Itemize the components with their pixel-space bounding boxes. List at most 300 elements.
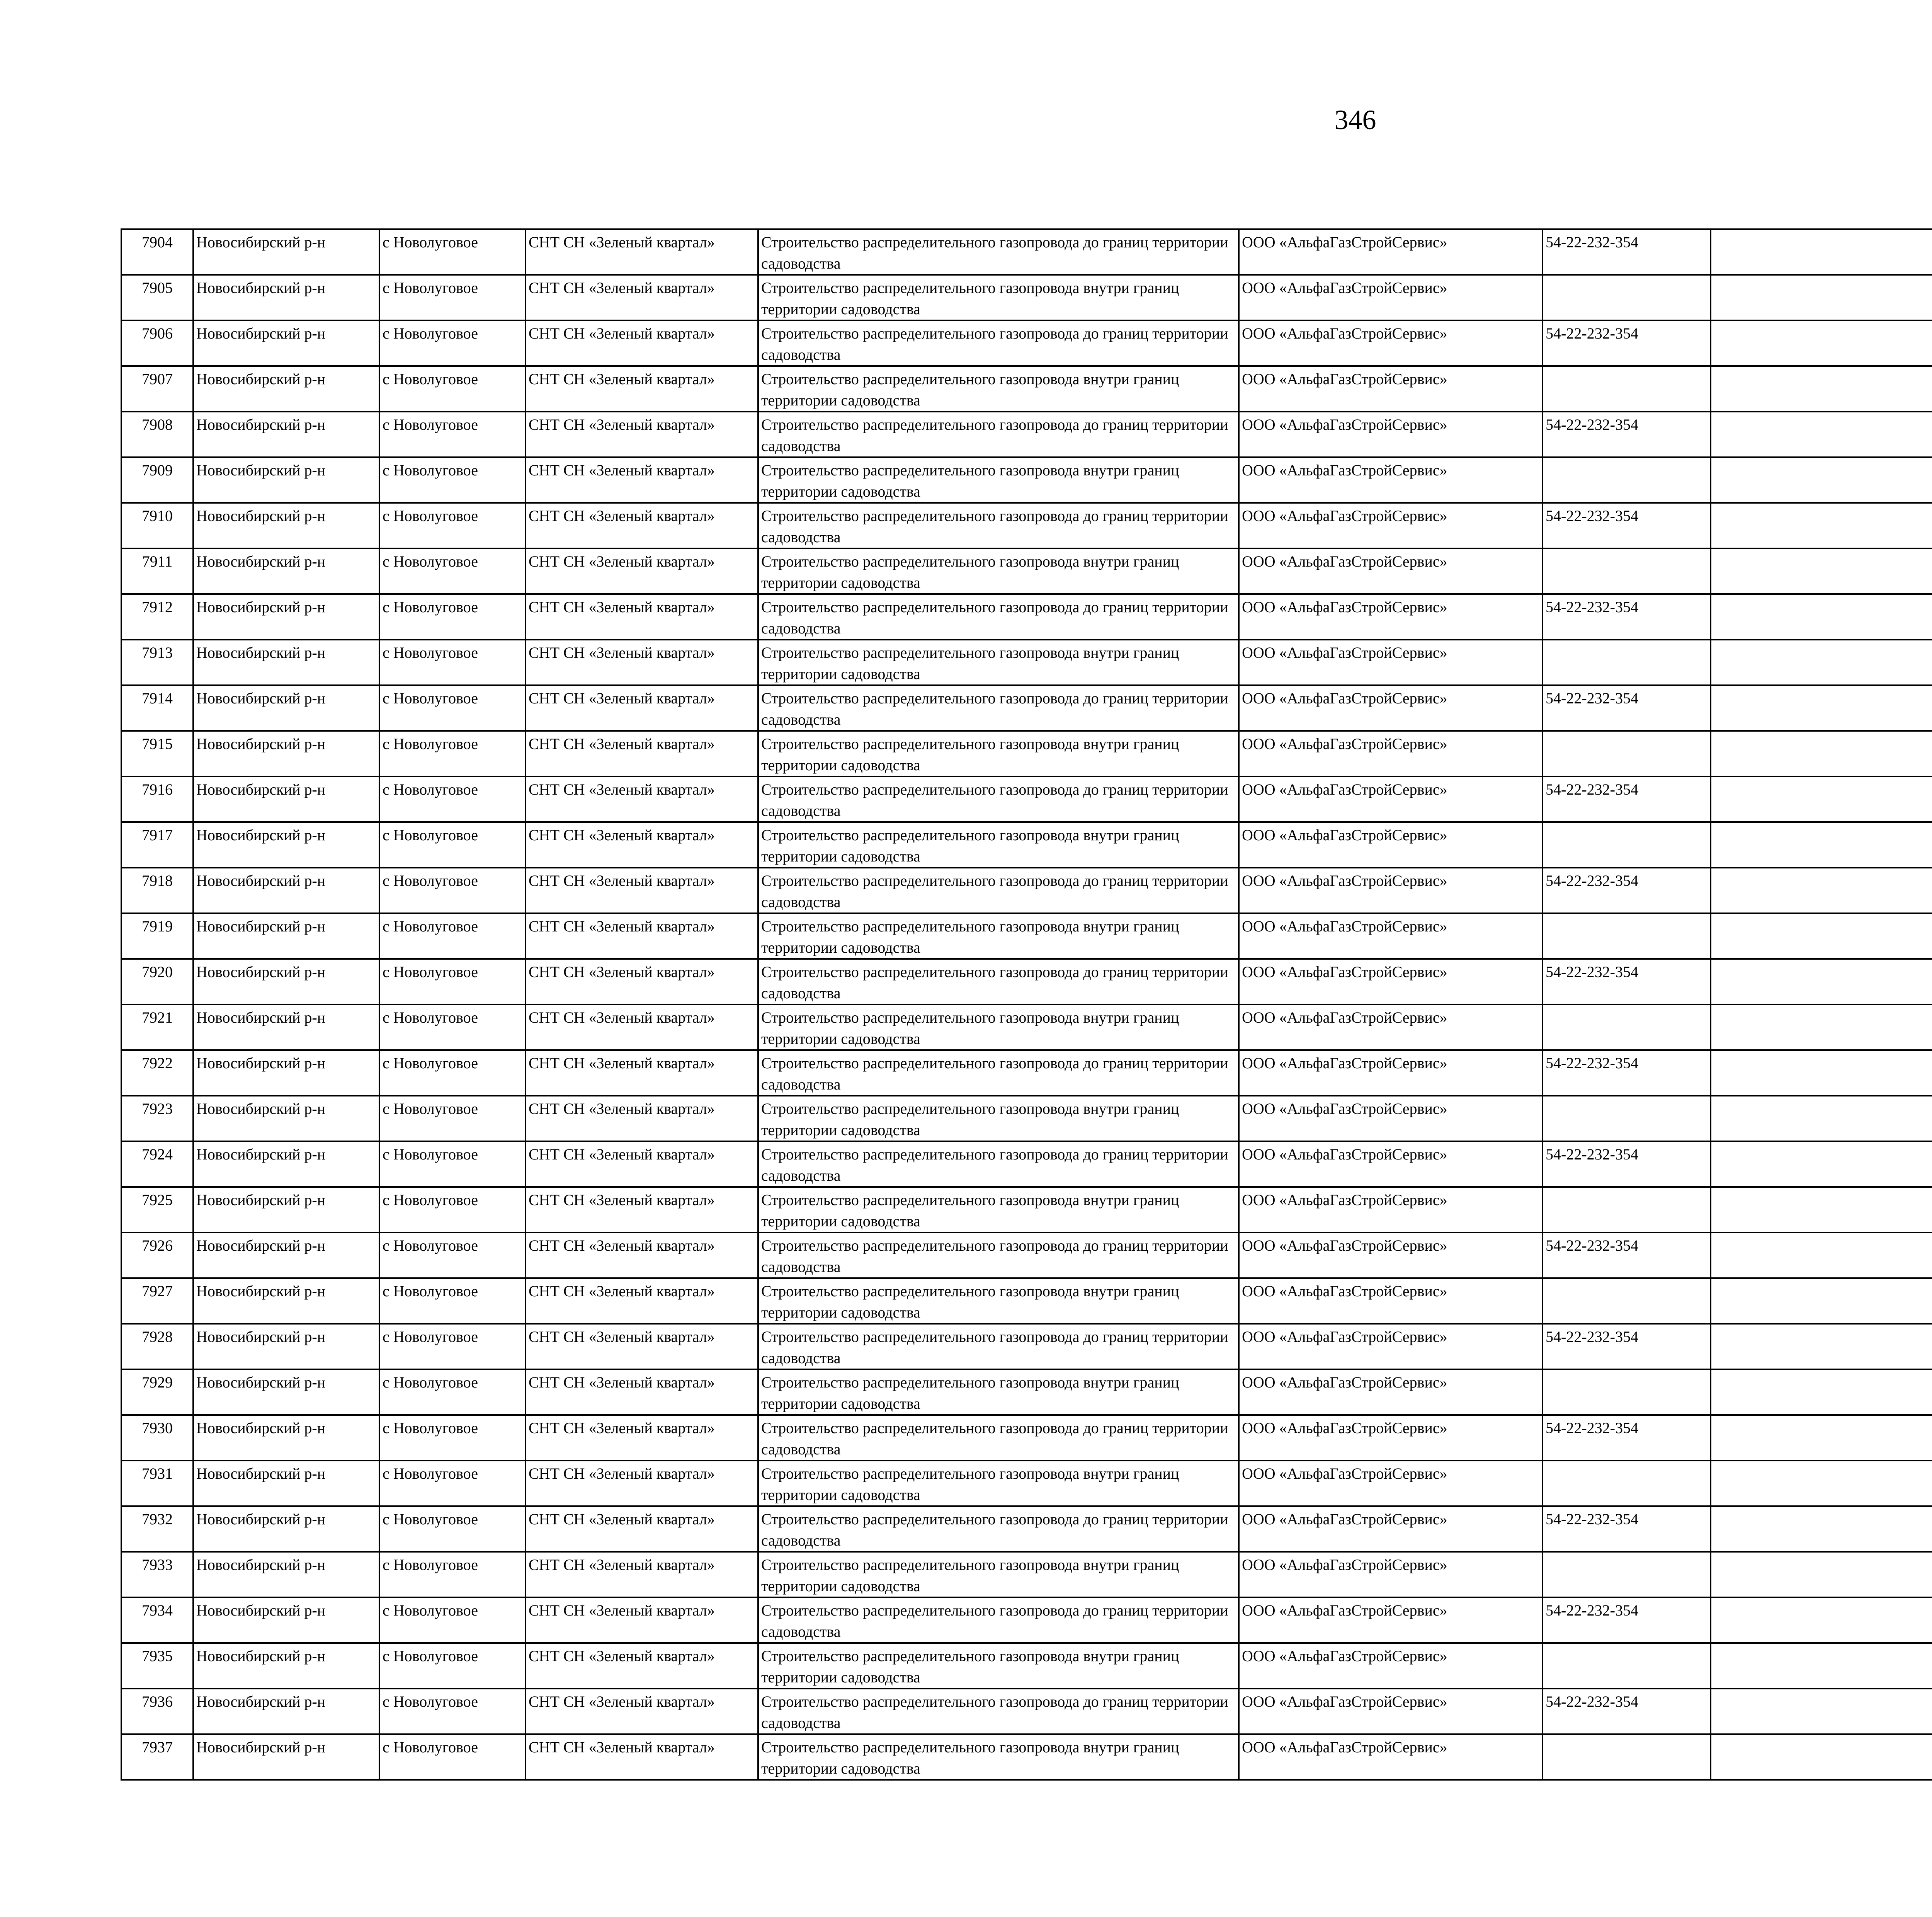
cell-num: 7930 [121,1415,193,1461]
cell-work: Строительство распределительного газопровода внутри границ территории садоводства [758,1187,1239,1233]
cell-work: Строительство распределительного газопровода до границ территории садоводства [758,1415,1239,1461]
cell-snt: СНТ СН «Зеленый квартал» [526,1552,758,1597]
cell-num: 7928 [121,1324,193,1369]
cell-work: Строительство распределительного газопровода внутри границ территории садоводства [758,1369,1239,1415]
cell-settlement: с Новолуговое [379,1552,526,1597]
cell-blank1 [1711,959,1932,1004]
table-row [121,1643,1932,1689]
cell-contractor: ООО «АльфаГазСтройСервис» [1239,731,1543,776]
cell-code [1543,457,1711,503]
cell-district: Новосибирский р-н [193,822,379,868]
cell-district: Новосибирский р-н [193,594,379,640]
table-row [121,1734,1932,1780]
cell-district: Новосибирский р-н [193,1689,379,1734]
cell-contractor: ООО «АльфаГазСтройСервис» [1239,1415,1543,1461]
cell-snt: СНТ СН «Зеленый квартал» [526,1141,758,1187]
cell-code [1543,1187,1711,1233]
cell-code [1543,1096,1711,1141]
table-row [121,594,1932,640]
cell-snt: СНТ СН «Зеленый квартал» [526,548,758,594]
cell-district: Новосибирский р-н [193,320,379,366]
cell-code [1543,731,1711,776]
cell-work: Строительство распределительного газопровода внутри границ территории садоводства [758,913,1239,959]
cell-district: Новосибирский р-н [193,1096,379,1141]
cell-work: Строительство распределительного газопровода внутри границ территории садоводства [758,1734,1239,1780]
cell-code: 54-22-232-354 [1543,868,1711,913]
cell-blank1 [1711,1141,1932,1187]
cell-snt: СНТ СН «Зеленый квартал» [526,868,758,913]
cell-num: 7925 [121,1187,193,1233]
cell-code [1543,1552,1711,1597]
cell-district: Новосибирский р-н [193,776,379,822]
cell-work: Строительство распределительного газопровода до границ территории садоводства [758,503,1239,548]
table-row [121,868,1932,913]
cell-district: Новосибирский р-н [193,548,379,594]
cell-district: Новосибирский р-н [193,275,379,320]
cell-settlement: с Новолуговое [379,1506,526,1552]
cell-district: Новосибирский р-н [193,1324,379,1369]
cell-code: 54-22-232-354 [1543,1050,1711,1096]
cell-contractor: ООО «АльфаГазСтройСервис» [1239,959,1543,1004]
cell-num: 7917 [121,822,193,868]
cell-code: 54-22-232-354 [1543,503,1711,548]
cell-snt: СНТ СН «Зеленый квартал» [526,229,758,275]
cell-code [1543,1369,1711,1415]
cell-settlement: с Новолуговое [379,1187,526,1233]
cell-contractor: ООО «АльфаГазСтройСервис» [1239,1233,1543,1278]
cell-work: Строительство распределительного газопровода до границ территории садоводства [758,1689,1239,1734]
cell-district: Новосибирский р-н [193,503,379,548]
cell-contractor: ООО «АльфаГазСтройСервис» [1239,1597,1543,1643]
cell-settlement: с Новолуговое [379,822,526,868]
table-row [121,503,1932,548]
cell-blank1 [1711,640,1932,685]
cell-snt: СНТ СН «Зеленый квартал» [526,959,758,1004]
cell-code [1543,1643,1711,1689]
cell-blank1 [1711,1461,1932,1506]
cell-snt: СНТ СН «Зеленый квартал» [526,1004,758,1050]
cell-snt: СНТ СН «Зеленый квартал» [526,1233,758,1278]
table-row [121,776,1932,822]
cell-num: 7932 [121,1506,193,1552]
cell-contractor: ООО «АльфаГазСтройСервис» [1239,640,1543,685]
cell-snt: СНТ СН «Зеленый квартал» [526,1506,758,1552]
cell-settlement: с Новолуговое [379,412,526,457]
cell-snt: СНТ СН «Зеленый квартал» [526,1734,758,1780]
cell-contractor: ООО «АльфаГазСтройСервис» [1239,320,1543,366]
cell-num: 7934 [121,1597,193,1643]
cell-district: Новосибирский р-н [193,366,379,412]
cell-blank1 [1711,594,1932,640]
table-row [121,1233,1932,1278]
cell-settlement: с Новолуговое [379,776,526,822]
cell-blank1 [1711,1506,1932,1552]
cell-settlement: с Новолуговое [379,1689,526,1734]
cell-blank1 [1711,685,1932,731]
cell-num: 7935 [121,1643,193,1689]
cell-snt: СНТ СН «Зеленый квартал» [526,1050,758,1096]
cell-snt: СНТ СН «Зеленый квартал» [526,1324,758,1369]
cell-contractor: ООО «АльфаГазСтройСервис» [1239,1278,1543,1324]
cell-blank1 [1711,503,1932,548]
cell-num: 7907 [121,366,193,412]
cell-num: 7914 [121,685,193,731]
table-row [121,685,1932,731]
cell-settlement: с Новолуговое [379,366,526,412]
cell-district: Новосибирский р-н [193,731,379,776]
cell-settlement: с Новолуговое [379,1096,526,1141]
cell-code [1543,913,1711,959]
cell-contractor: ООО «АльфаГазСтройСервис» [1239,1369,1543,1415]
cell-num: 7922 [121,1050,193,1096]
cell-blank1 [1711,1050,1932,1096]
cell-contractor: ООО «АльфаГазСтройСервис» [1239,1734,1543,1780]
cell-snt: СНТ СН «Зеленый квартал» [526,1096,758,1141]
cell-settlement: с Новолуговое [379,685,526,731]
cell-snt: СНТ СН «Зеленый квартал» [526,457,758,503]
cell-blank1 [1711,1689,1932,1734]
cell-snt: СНТ СН «Зеленый квартал» [526,366,758,412]
cell-contractor: ООО «АльфаГазСтройСервис» [1239,275,1543,320]
table-row [121,1369,1932,1415]
cell-num: 7924 [121,1141,193,1187]
cell-blank1 [1711,822,1932,868]
cell-contractor: ООО «АльфаГазСтройСервис» [1239,1552,1543,1597]
cell-contractor: ООО «АльфаГазСтройСервис» [1239,1461,1543,1506]
cell-blank1 [1711,229,1932,275]
cell-district: Новосибирский р-н [193,1643,379,1689]
cell-snt: СНТ СН «Зеленый квартал» [526,822,758,868]
table-row [121,1415,1932,1461]
cell-settlement: с Новолуговое [379,275,526,320]
cell-district: Новосибирский р-н [193,1278,379,1324]
cell-district: Новосибирский р-н [193,685,379,731]
cell-blank1 [1711,320,1932,366]
cell-blank1 [1711,868,1932,913]
register-body [121,229,1932,1780]
cell-code: 54-22-232-354 [1543,1141,1711,1187]
cell-snt: СНТ СН «Зеленый квартал» [526,275,758,320]
cell-district: Новосибирский р-н [193,1233,379,1278]
cell-code [1543,1734,1711,1780]
cell-code: 54-22-232-354 [1543,229,1711,275]
cell-work: Строительство распределительного газопровода внутри границ территории садоводства [758,1278,1239,1324]
cell-code: 54-22-232-354 [1543,776,1711,822]
cell-contractor: ООО «АльфаГазСтройСервис» [1239,822,1543,868]
table-row [121,1461,1932,1506]
cell-settlement: с Новолуговое [379,503,526,548]
cell-blank1 [1711,731,1932,776]
cell-contractor: ООО «АльфаГазСтройСервис» [1239,685,1543,731]
cell-blank1 [1711,1004,1932,1050]
cell-num: 7933 [121,1552,193,1597]
cell-district: Новосибирский р-н [193,412,379,457]
cell-num: 7927 [121,1278,193,1324]
cell-district: Новосибирский р-н [193,1552,379,1597]
cell-settlement: с Новолуговое [379,640,526,685]
cell-code: 54-22-232-354 [1543,1233,1711,1278]
cell-blank1 [1711,457,1932,503]
cell-snt: СНТ СН «Зеленый квартал» [526,731,758,776]
cell-work: Строительство распределительного газопровода до границ территории садоводства [758,1597,1239,1643]
cell-settlement: с Новолуговое [379,1004,526,1050]
cell-district: Новосибирский р-н [193,1415,379,1461]
cell-work: Строительство распределительного газопровода до границ территории садоводства [758,594,1239,640]
cell-snt: СНТ СН «Зеленый квартал» [526,1187,758,1233]
cell-work: Строительство распределительного газопровода до границ территории садоводства [758,1233,1239,1278]
cell-snt: СНТ СН «Зеленый квартал» [526,640,758,685]
table-row [121,959,1932,1004]
register-table [121,228,1932,1781]
cell-num: 7923 [121,1096,193,1141]
cell-settlement: с Новолуговое [379,1643,526,1689]
cell-code [1543,1461,1711,1506]
cell-num: 7908 [121,412,193,457]
cell-blank1 [1711,1643,1932,1689]
cell-work: Строительство распределительного газопровода внутри границ территории садоводства [758,822,1239,868]
cell-contractor: ООО «АльфаГазСтройСервис» [1239,1689,1543,1734]
cell-work: Строительство распределительного газопровода до границ территории садоводства [758,1141,1239,1187]
cell-num: 7910 [121,503,193,548]
cell-settlement: с Новолуговое [379,1278,526,1324]
cell-settlement: с Новолуговое [379,1324,526,1369]
table-row [121,1689,1932,1734]
cell-district: Новосибирский р-н [193,959,379,1004]
cell-snt: СНТ СН «Зеленый квартал» [526,503,758,548]
table-row [121,1187,1932,1233]
cell-work: Строительство распределительного газопровода до границ территории садоводства [758,685,1239,731]
cell-snt: СНТ СН «Зеленый квартал» [526,1369,758,1415]
cell-district: Новосибирский р-н [193,913,379,959]
cell-settlement: с Новолуговое [379,868,526,913]
cell-work: Строительство распределительного газопровода внутри границ территории садоводства [758,275,1239,320]
cell-blank1 [1711,412,1932,457]
cell-work: Строительство распределительного газопровода внутри границ территории садоводства [758,1643,1239,1689]
cell-blank1 [1711,366,1932,412]
table-row [121,640,1932,685]
table-row [121,731,1932,776]
table-row [121,457,1932,503]
cell-district: Новосибирский р-н [193,1004,379,1050]
cell-blank1 [1711,1552,1932,1597]
cell-code: 54-22-232-354 [1543,959,1711,1004]
cell-settlement: с Новолуговое [379,1597,526,1643]
table-row [121,1506,1932,1552]
cell-work: Строительство распределительного газопровода внутри границ территории садоводства [758,1461,1239,1506]
table-row [121,229,1932,275]
cell-settlement: с Новолуговое [379,1415,526,1461]
cell-code: 54-22-232-354 [1543,1689,1711,1734]
cell-contractor: ООО «АльфаГазСтройСервис» [1239,1506,1543,1552]
cell-code: 54-22-232-354 [1543,1597,1711,1643]
cell-code [1543,275,1711,320]
cell-num: 7929 [121,1369,193,1415]
cell-blank1 [1711,913,1932,959]
cell-snt: СНТ СН «Зеленый квартал» [526,320,758,366]
cell-work: Строительство распределительного газопровода до границ территории садоводства [758,1050,1239,1096]
cell-district: Новосибирский р-н [193,1506,379,1552]
cell-num: 7906 [121,320,193,366]
cell-work: Строительство распределительного газопровода до границ территории садоводства [758,959,1239,1004]
cell-contractor: ООО «АльфаГазСтройСервис» [1239,868,1543,913]
cell-num: 7919 [121,913,193,959]
cell-contractor: ООО «АльфаГазСтройСервис» [1239,1050,1543,1096]
cell-contractor: ООО «АльфаГазСтройСервис» [1239,1187,1543,1233]
table-row [121,320,1932,366]
cell-work: Строительство распределительного газопровода внутри границ территории садоводства [758,548,1239,594]
cell-settlement: с Новолуговое [379,1369,526,1415]
cell-code: 54-22-232-354 [1543,320,1711,366]
cell-contractor: ООО «АльфаГазСтройСервис» [1239,366,1543,412]
cell-settlement: с Новолуговое [379,1233,526,1278]
cell-contractor: ООО «АльфаГазСтройСервис» [1239,412,1543,457]
cell-snt: СНТ СН «Зеленый квартал» [526,913,758,959]
cell-code: 54-22-232-354 [1543,412,1711,457]
cell-district: Новосибирский р-н [193,1141,379,1187]
cell-snt: СНТ СН «Зеленый квартал» [526,1597,758,1643]
cell-code: 54-22-232-354 [1543,1324,1711,1369]
cell-blank1 [1711,275,1932,320]
cell-district: Новосибирский р-н [193,1050,379,1096]
cell-blank1 [1711,1415,1932,1461]
cell-num: 7918 [121,868,193,913]
table-row [121,1324,1932,1369]
cell-district: Новосибирский р-н [193,1461,379,1506]
cell-num: 7911 [121,548,193,594]
table-row [121,1004,1932,1050]
cell-district: Новосибирский р-н [193,640,379,685]
cell-contractor: ООО «АльфаГазСтройСервис» [1239,229,1543,275]
table-row [121,1278,1932,1324]
cell-num: 7916 [121,776,193,822]
cell-code [1543,366,1711,412]
cell-work: Строительство распределительного газопровода внутри границ территории садоводства [758,731,1239,776]
cell-num: 7921 [121,1004,193,1050]
table-row [121,366,1932,412]
cell-settlement: с Новолуговое [379,1461,526,1506]
cell-blank1 [1711,1096,1932,1141]
cell-snt: СНТ СН «Зеленый квартал» [526,1415,758,1461]
cell-blank1 [1711,1734,1932,1780]
table-row [121,1552,1932,1597]
cell-snt: СНТ СН «Зеленый квартал» [526,1689,758,1734]
cell-contractor: ООО «АльфаГазСтройСервис» [1239,776,1543,822]
cell-contractor: ООО «АльфаГазСтройСервис» [1239,548,1543,594]
cell-snt: СНТ СН «Зеленый квартал» [526,1278,758,1324]
cell-work: Строительство распределительного газопровода до границ территории садоводства [758,868,1239,913]
cell-contractor: ООО «АльфаГазСтройСервис» [1239,1004,1543,1050]
cell-blank1 [1711,548,1932,594]
cell-num: 7937 [121,1734,193,1780]
cell-num: 7909 [121,457,193,503]
cell-settlement: с Новолуговое [379,320,526,366]
table-row [121,1141,1932,1187]
cell-blank1 [1711,1369,1932,1415]
table-row [121,1050,1932,1096]
cell-work: Строительство распределительного газопровода до границ территории садоводства [758,1506,1239,1552]
cell-code [1543,1004,1711,1050]
cell-snt: СНТ СН «Зеленый квартал» [526,685,758,731]
cell-contractor: ООО «АльфаГазСтройСервис» [1239,457,1543,503]
cell-code [1543,822,1711,868]
cell-num: 7931 [121,1461,193,1506]
cell-code: 54-22-232-354 [1543,594,1711,640]
cell-district: Новосибирский р-н [193,868,379,913]
cell-district: Новосибирский р-н [193,457,379,503]
table-row [121,275,1932,320]
cell-district: Новосибирский р-н [193,229,379,275]
cell-snt: СНТ СН «Зеленый квартал» [526,1643,758,1689]
cell-contractor: ООО «АльфаГазСтройСервис» [1239,913,1543,959]
cell-settlement: с Новолуговое [379,1050,526,1096]
cell-settlement: с Новолуговое [379,1734,526,1780]
cell-blank1 [1711,1597,1932,1643]
cell-blank1 [1711,1324,1932,1369]
table-row [121,913,1932,959]
cell-num: 7920 [121,959,193,1004]
cell-num: 7915 [121,731,193,776]
cell-blank1 [1711,1233,1932,1278]
cell-num: 7905 [121,275,193,320]
cell-contractor: ООО «АльфаГазСтройСервис» [1239,503,1543,548]
cell-blank1 [1711,776,1932,822]
cell-snt: СНТ СН «Зеленый квартал» [526,776,758,822]
cell-snt: СНТ СН «Зеленый квартал» [526,412,758,457]
cell-settlement: с Новолуговое [379,959,526,1004]
table-row [121,1597,1932,1643]
table-row [121,1096,1932,1141]
cell-contractor: ООО «АльфаГазСтройСервис» [1239,1324,1543,1369]
cell-settlement: с Новолуговое [379,1141,526,1187]
cell-contractor: ООО «АльфаГазСтройСервис» [1239,1141,1543,1187]
table-row [121,412,1932,457]
cell-work: Строительство распределительного газопровода до границ территории садоводства [758,776,1239,822]
cell-work: Строительство распределительного газопровода внутри границ территории садоводства [758,457,1239,503]
cell-num: 7913 [121,640,193,685]
cell-settlement: с Новолуговое [379,548,526,594]
cell-settlement: с Новолуговое [379,229,526,275]
cell-num: 7936 [121,1689,193,1734]
cell-blank1 [1711,1187,1932,1233]
cell-work: Строительство распределительного газопровода внутри границ территории садоводства [758,640,1239,685]
cell-district: Новосибирский р-н [193,1597,379,1643]
cell-district: Новосибирский р-н [193,1187,379,1233]
cell-district: Новосибирский р-н [193,1734,379,1780]
cell-settlement: с Новолуговое [379,457,526,503]
cell-code: 54-22-232-354 [1543,1506,1711,1552]
cell-snt: СНТ СН «Зеленый квартал» [526,594,758,640]
cell-work: Строительство распределительного газопровода внутри границ территории садоводства [758,1096,1239,1141]
cell-work: Строительство распределительного газопровода до границ территории садоводства [758,320,1239,366]
cell-code [1543,548,1711,594]
cell-work: Строительство распределительного газопровода до границ территории садоводства [758,412,1239,457]
table-row [121,822,1932,868]
cell-settlement: с Новолуговое [379,594,526,640]
cell-code: 54-22-232-354 [1543,1415,1711,1461]
table-row [121,548,1932,594]
cell-code: 54-22-232-354 [1543,685,1711,731]
cell-num: 7912 [121,594,193,640]
cell-settlement: с Новолуговое [379,731,526,776]
cell-work: Строительство распределительного газопровода внутри границ территории садоводства [758,1552,1239,1597]
cell-contractor: ООО «АльфаГазСтройСервис» [1239,1096,1543,1141]
cell-work: Строительство распределительного газопровода внутри границ территории садоводства [758,1004,1239,1050]
cell-code [1543,640,1711,685]
cell-num: 7926 [121,1233,193,1278]
cell-work: Строительство распределительного газопровода до границ территории садоводства [758,1324,1239,1369]
cell-settlement: с Новолуговое [379,913,526,959]
cell-contractor: ООО «АльфаГазСтройСервис» [1239,594,1543,640]
